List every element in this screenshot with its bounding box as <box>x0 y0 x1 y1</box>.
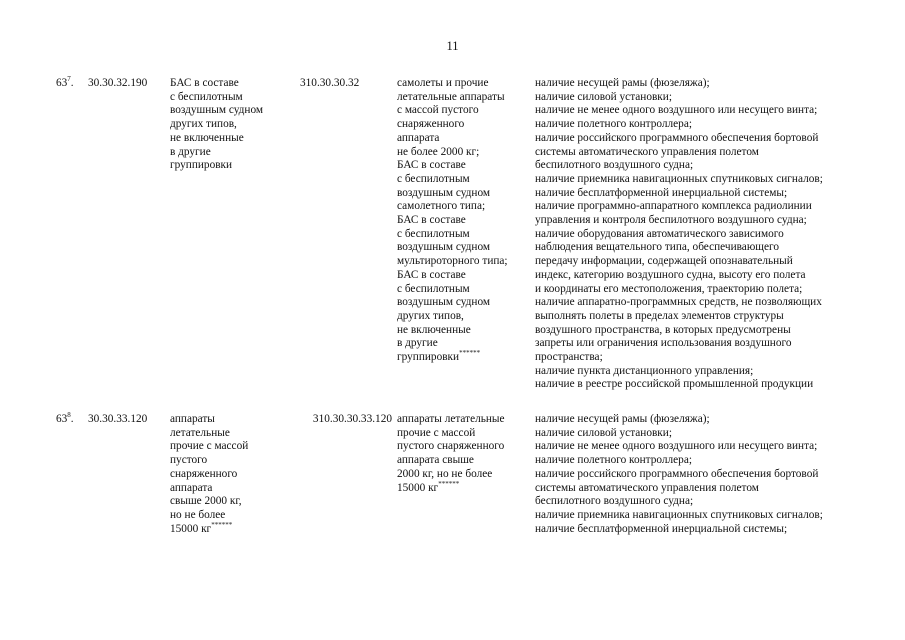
classifier-code: 310.30.30.33.120 <box>312 413 392 425</box>
product-name: БАС в составе с беспилотным воздушным судном других типов, не включенные в другие группировки <box>170 77 264 172</box>
row-number-superscript: 8 <box>67 411 71 420</box>
footnote-mark: ****** <box>459 349 481 358</box>
row-number: $63^8$. <box>56 411 74 425</box>
product-description: самолеты и прочие летательные аппараты с массой пустого снаряженного аппарата не более 2000 кг; БАС в составе с беспилотным воздушным судном самолетного типа; БАС в составе с беспилотным воздушным судном мультироторного типа; БАС в составе с беспилотным воздушным судном других типов, не включенные в другие группировки****** <box>397 77 508 364</box>
page-number: 11 <box>446 39 459 53</box>
requirements-list: наличие несущей рамы (фюзеляжа); наличие силовой установки; наличие не менее одного воздушного или несущего винта; наличие полетного контроллера; наличие российского программного обеспечения бортовой системы автоматического управления полетом беспилотного воздушного судна; наличие приемника навигационных спутниковых сигналов; наличие бесплатформенной инерциальной системы; наличие программно-аппаратного комплекса радиолинии управления и контроля беспилотного воздушного судна; наличие оборудования автоматического зависимого наблюдения вещательного типа, обеспечивающего передачу информации, содержащей опознавательный индекс, категорию воздушного судна, высоту его полета и координаты его местоположения, траекторию полета; наличие аппаратно-программных средств, не позволяющих выполнять полеты в пределах элементов структуры воздушного пространства, в которых предусмотрены запреты или ограничения использования воздушного пространства; наличие пункта дистанционного управления; наличие в реестре российской промышленной продукции <box>535 77 823 391</box>
row-number-superscript: 7 <box>67 75 71 84</box>
row-number: $63^7$. <box>56 75 74 89</box>
okpd-code: 30.30.33.120 <box>88 413 148 425</box>
classifier-code: 310.30.30.32 <box>300 77 360 89</box>
requirements-list: наличие несущей рамы (фюзеляжа); наличие силовой установки; наличие не менее одного воздушного или несущего винта; наличие полетного контроллера; наличие российского программного обеспечения бортовой системы автоматического управления полетом беспилотного воздушного судна; наличие приемника навигационных спутниковых сигналов; наличие бесплатформенной инерциальной системы; <box>535 413 823 535</box>
footnote-mark: ****** <box>211 520 233 529</box>
product-name: аппараты летательные прочие с массой пустого снаряженного аппарата свыше 2000 кг, но не более 15000 кг****** <box>170 413 249 535</box>
okpd-code: 30.30.32.190 <box>88 77 148 89</box>
product-description: аппараты летательные прочие с массой пустого снаряженного аппарата свыше 2000 кг, но не более 15000 кг****** <box>397 413 505 494</box>
footnote-mark: ****** <box>438 479 460 488</box>
